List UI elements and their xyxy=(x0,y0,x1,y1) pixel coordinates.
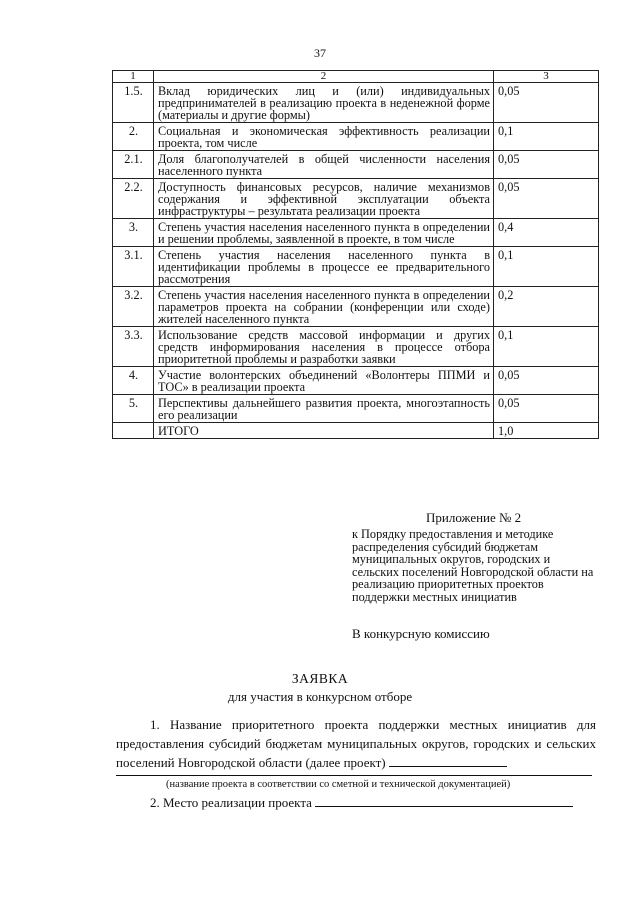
item-1-paragraph xyxy=(116,715,596,772)
row-number: 2. xyxy=(113,123,154,151)
row-number xyxy=(113,423,154,439)
project-name-note: (название проекта в соответствии со сметной и технической документацией) xyxy=(166,779,511,790)
row-weight: 0,05 xyxy=(494,395,599,423)
row-weight: 0,05 xyxy=(494,83,599,123)
table-row xyxy=(113,247,599,287)
column-header: 2 xyxy=(154,71,494,83)
project-name-field[interactable] xyxy=(389,754,507,767)
row-weight: 0,2 xyxy=(494,287,599,327)
row-number: 5. xyxy=(113,395,154,423)
table-row xyxy=(113,179,599,219)
table-row xyxy=(113,327,599,367)
row-weight: 0,4 xyxy=(494,219,599,247)
row-weight: 0,05 xyxy=(494,151,599,179)
row-criterion: Вклад юридических лиц и (или) индивидуальных предпринимателей в реализацию проекта в неденежной форме (материалы и другие формы) xyxy=(154,83,494,123)
application-subtitle: для участия в конкурсном отборе xyxy=(227,689,413,704)
application-title: ЗАЯВКА xyxy=(291,671,349,686)
total-label: ИТОГО xyxy=(154,423,494,439)
page-number: 37 xyxy=(314,46,326,60)
table-header-row xyxy=(113,71,599,83)
row-criterion: Участие волонтерских объединений «Волонтеры ППМИ и ТОС» в реализации проекта xyxy=(154,367,494,395)
appendix-title: Приложение № 2 xyxy=(426,510,522,525)
table-total-row xyxy=(113,423,599,439)
table-row xyxy=(113,395,599,423)
item-2-text: 2. Место реализации проекта xyxy=(150,795,312,810)
row-number: 3.3. xyxy=(113,327,154,367)
table-row xyxy=(113,151,599,179)
item-2-row xyxy=(150,794,573,811)
row-weight: 0,1 xyxy=(494,247,599,287)
row-number: 2.2. xyxy=(113,179,154,219)
table-row xyxy=(113,219,599,247)
row-criterion: Степень участия населения населенного пункта в определении параметров проекта на собрании (конференции или сходе) жителей населенного пункта xyxy=(154,287,494,327)
row-criterion: Перспективы дальнейшего развития проекта, многоэтапность его реализации xyxy=(154,395,494,423)
row-number: 4. xyxy=(113,367,154,395)
row-weight: 0,05 xyxy=(494,179,599,219)
row-number: 1.5. xyxy=(113,83,154,123)
table-row xyxy=(113,367,599,395)
project-name-field-line[interactable] xyxy=(116,775,592,776)
total-value: 1,0 xyxy=(494,423,599,439)
criteria-table xyxy=(112,70,599,439)
appendix-description: к Порядку предоставления и методике распределения субсидий бюджетам муниципальных округов, городских и сельских поселений Новгородской области на реализацию приоритетных проектов поддержки местных инициатив xyxy=(352,527,594,604)
row-criterion: Доступность финансовых ресурсов, наличие механизмов содержания и эффективной эксплуатации объекта инфраструктуры – результата реализации проекта xyxy=(154,179,494,219)
column-header: 3 xyxy=(494,71,599,83)
addressee: В конкурсную комиссию xyxy=(352,626,490,641)
row-weight: 0,1 xyxy=(494,327,599,367)
row-criterion: Степень участия населения населенного пункта в определении и решении проблемы, заявленной в проекте, в том числе xyxy=(154,219,494,247)
project-location-field[interactable] xyxy=(315,794,573,807)
row-number: 2.1. xyxy=(113,151,154,179)
row-weight: 0,05 xyxy=(494,367,599,395)
row-number: 3. xyxy=(113,219,154,247)
table-row xyxy=(113,287,599,327)
row-weight: 0,1 xyxy=(494,123,599,151)
row-criterion: Степень участия населения населенного пункта в идентификации проблемы в процессе ее предварительного рассмотрения xyxy=(154,247,494,287)
row-criterion: Доля благополучателей в общей численности населения населенного пункта xyxy=(154,151,494,179)
table-row xyxy=(113,123,599,151)
row-criterion: Социальная и экономическая эффективность реализации проекта, том числе xyxy=(154,123,494,151)
item-1-text: 1. Название приоритетного проекта поддержки местных инициатив для предоставления субсидий бюджетам муниципальных округов, городских и сельских поселений Новгородской области (далее проект) xyxy=(116,717,596,770)
row-number: 3.2. xyxy=(113,287,154,327)
table-row xyxy=(113,83,599,123)
row-criterion: Использование средств массовой информации и других средств информирования населения в процессе отбора приоритетной проблемы и разработки заявки xyxy=(154,327,494,367)
column-header: 1 xyxy=(113,71,154,83)
row-number: 3.1. xyxy=(113,247,154,287)
